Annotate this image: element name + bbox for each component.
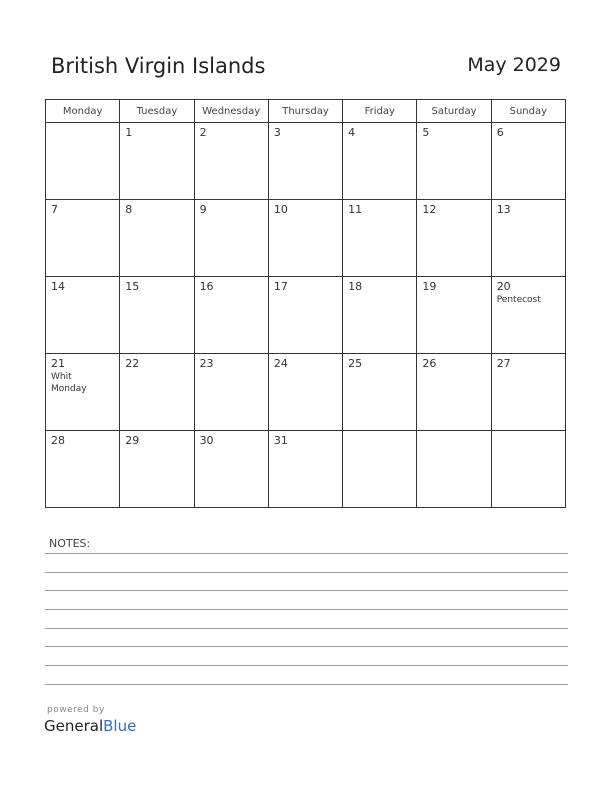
week-row (46, 277, 566, 354)
day-cell[interactable] (194, 200, 268, 277)
note-line (45, 628, 568, 629)
day-number: 21 (51, 357, 65, 370)
day-number: 15 (125, 280, 140, 293)
day-number: 11 (348, 203, 363, 216)
calendar-body (46, 123, 566, 508)
day-number: 14 (51, 280, 65, 293)
day-cell[interactable] (46, 431, 120, 508)
day-number: 28 (51, 434, 65, 447)
generalblue-logo[interactable] (44, 717, 136, 735)
day-cell[interactable] (417, 354, 491, 431)
day-cell[interactable] (417, 277, 491, 354)
note-line (45, 590, 568, 591)
day-number: 24 (273, 357, 288, 370)
day-number: 10 (273, 203, 288, 216)
week-row (46, 431, 566, 508)
page-title: British Virgin Islands (51, 54, 266, 78)
day-number: 27 (496, 357, 511, 370)
note-line (45, 572, 568, 573)
day-number: 19 (422, 280, 437, 293)
day-cell[interactable] (268, 200, 342, 277)
day-cell[interactable] (120, 123, 194, 200)
calendar-grid (45, 99, 566, 508)
weekday-header: Saturday (417, 100, 491, 123)
day-number: 5 (422, 126, 430, 139)
day-number: 26 (422, 357, 437, 370)
day-cell[interactable] (417, 431, 491, 508)
day-number: 1 (125, 126, 133, 139)
day-cell[interactable] (268, 354, 342, 431)
holiday-label: Whit Monday (51, 372, 87, 394)
brand-general-text: General (44, 717, 104, 735)
weekday-header: Wednesday (194, 100, 268, 123)
week-row (46, 354, 566, 431)
day-cell[interactable] (46, 123, 120, 200)
day-cell[interactable] (194, 354, 268, 431)
day-cell[interactable] (46, 200, 120, 277)
day-cell[interactable] (491, 354, 565, 431)
day-number: 29 (125, 434, 140, 447)
day-number: 30 (199, 434, 214, 447)
day-number: 6 (496, 126, 504, 139)
day-number: 2 (199, 126, 207, 139)
day-number: 4 (348, 126, 356, 139)
day-cell[interactable] (343, 277, 417, 354)
day-number: 31 (273, 434, 288, 447)
powered-by-text: powered by (47, 705, 105, 715)
day-cell[interactable] (491, 431, 565, 508)
day-number: 13 (496, 203, 511, 216)
note-line (45, 665, 568, 666)
day-cell[interactable] (417, 123, 491, 200)
day-number: 3 (273, 126, 281, 139)
day-cell[interactable] (343, 123, 417, 200)
weekday-header: Thursday (268, 100, 342, 123)
note-line (45, 684, 568, 685)
brand-blue-text: Blue (103, 717, 137, 735)
day-cell[interactable] (120, 354, 194, 431)
day-cell[interactable] (491, 200, 565, 277)
weekday-header: Sunday (491, 100, 565, 123)
day-cell[interactable] (46, 277, 120, 354)
day-number: 20 (496, 280, 511, 293)
day-cell[interactable] (120, 277, 194, 354)
day-cell[interactable] (417, 200, 491, 277)
day-cell[interactable] (343, 354, 417, 431)
note-line (45, 609, 568, 610)
day-number: 16 (199, 280, 214, 293)
day-cell[interactable] (120, 431, 194, 508)
day-number: 9 (199, 203, 207, 216)
day-number: 18 (348, 280, 363, 293)
day-number: 23 (199, 357, 214, 370)
note-line (45, 646, 568, 647)
day-cell[interactable] (491, 123, 565, 200)
month-year-label: May 2029 (467, 54, 561, 76)
day-number: 7 (51, 203, 58, 216)
weekday-header-row (46, 100, 566, 123)
day-number: 8 (125, 203, 133, 216)
weekday-header: Monday (46, 100, 120, 123)
holiday-label: Pentecost (496, 295, 541, 305)
day-cell[interactable] (268, 277, 342, 354)
note-line (45, 553, 568, 554)
day-cell[interactable] (343, 431, 417, 508)
day-cell[interactable] (194, 277, 268, 354)
day-cell[interactable] (268, 431, 342, 508)
weekday-header: Tuesday (120, 100, 194, 123)
day-cell[interactable] (46, 354, 120, 431)
notes-label: NOTES: (49, 537, 91, 550)
week-row (46, 123, 566, 200)
weekday-header: Friday (343, 100, 417, 123)
week-row (46, 200, 566, 277)
day-cell[interactable] (268, 123, 342, 200)
day-number: 12 (422, 203, 437, 216)
day-cell[interactable] (491, 277, 565, 354)
day-cell[interactable] (343, 200, 417, 277)
day-number: 17 (273, 280, 288, 293)
day-number: 22 (125, 357, 140, 370)
day-cell[interactable] (194, 431, 268, 508)
day-cell[interactable] (120, 200, 194, 277)
day-number: 25 (348, 357, 363, 370)
day-cell[interactable] (194, 123, 268, 200)
